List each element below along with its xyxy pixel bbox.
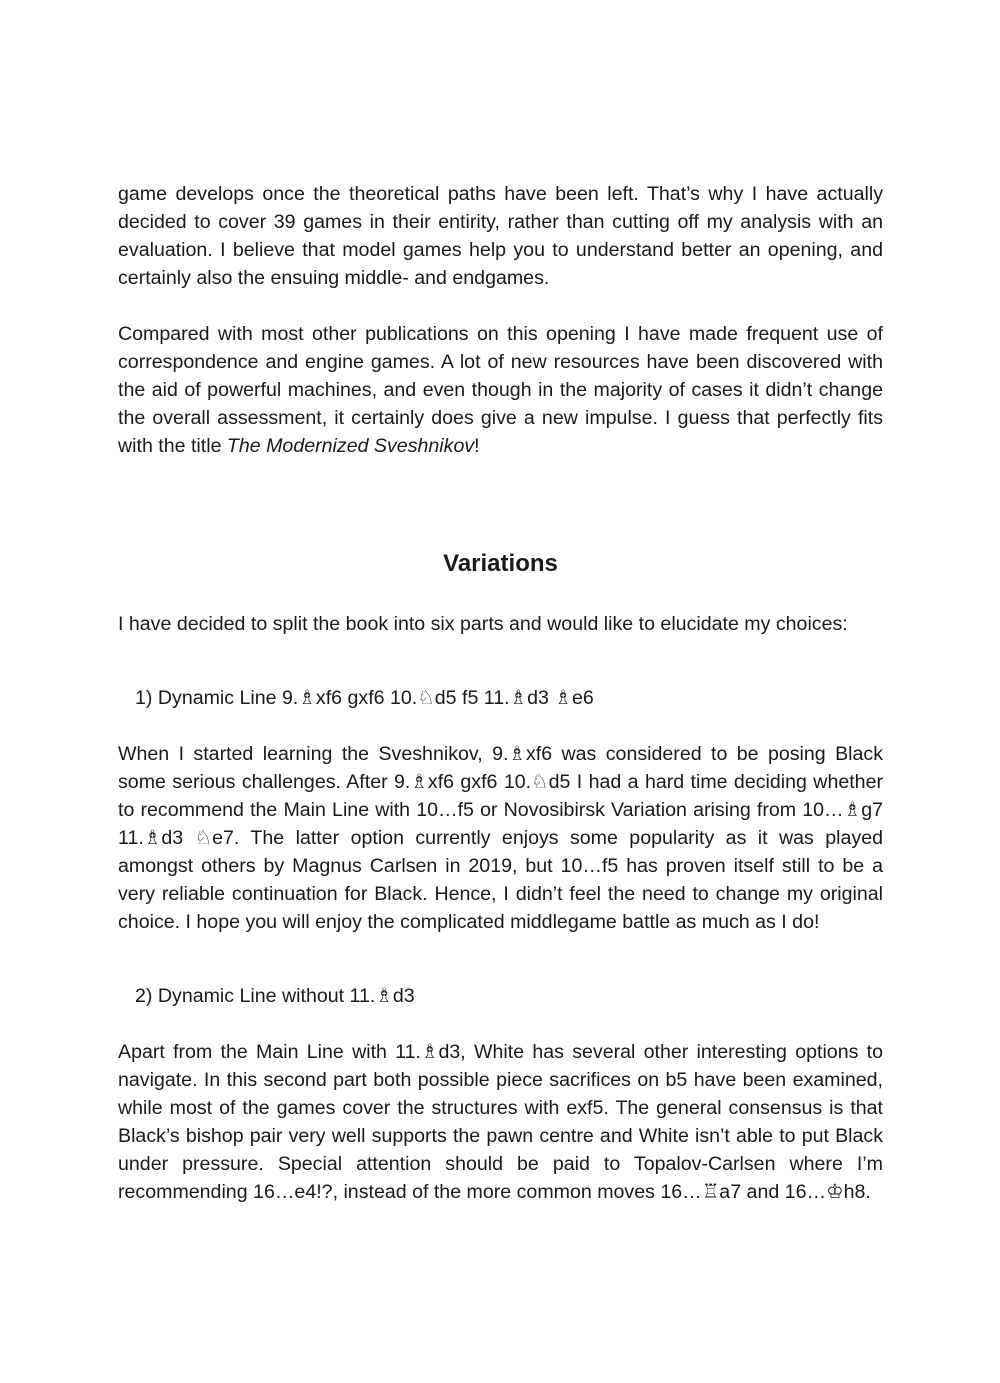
part-2-heading: 2) Dynamic Line without 11.♗d3 (135, 985, 415, 1007)
paragraph-model-games: game develops once the theoretical paths have been left. That’s why I have actually decided to cover 39 games in their entirity, rather than cutting off my analysis with an evaluation. I believe that model games help you to understand better an opening, and certainly also the ensuing middle- and endgames. (118, 183, 883, 289)
part-1-heading: 1) Dynamic Line 9.♗xf6 gxf6 10.♘d5 f5 11.♗d3 ♗e6 (135, 687, 594, 709)
book-page (118, 180, 883, 1206)
paragraph-engine-games-text: Compared with most other publications on this opening I have made frequent use of correspondence and engine games. A lot of new resources have been discovered with the aid of powerful machines, and even though in the majority of cases it didn’t change the overall assessment, it certainly does give a new impulse. I guess that perfectly fits with the title (118, 323, 883, 457)
paragraph-engine-games-end: ! (474, 435, 480, 457)
variations-intro: I have decided to split the book into six parts and would like to elucidate my choices: (118, 613, 848, 635)
paragraph-engine-games (118, 320, 883, 460)
part-2-body: Apart from the Main Line with 11.♗d3, White has several other interesting options to navigate. In this second part both possible piece sacrifices on b5 have been examined, while most of the games cover the structures with exf5. The general consensus is that Black’s bishop pair very well supports the pawn centre and White isn’t able to put Black under pressure. Special attention should be paid to Topalov-Carlsen where I’m recommending 16…e4!?, instead of the more common moves 16…♖a7 and 16…♔h8. (118, 1041, 883, 1203)
book-title-italic: The Modernized Sveshnikov (226, 435, 475, 457)
part-1-body: When I started learning the Sveshnikov, 9.♗xf6 was considered to be posing Black some serious challenges. After 9.♗xf6 gxf6 10.♘d5 I had a hard time deciding whether to recommend the Main Line with 10…f5 or Novosibirsk Variation arising from 10…♗g7 11.♗d3 ♘e7. The latter option currently enjoys some popularity as it was played amongst others by Magnus Carlsen in 2019, but 10…f5 has proven itself still to be a very reliable continuation for Black. Hence, I didn’t feel the need to change my original choice. I hope you will enjoy the complicated middlegame battle as much as I do! (118, 743, 883, 933)
section-heading-variations: Variations (443, 550, 558, 577)
